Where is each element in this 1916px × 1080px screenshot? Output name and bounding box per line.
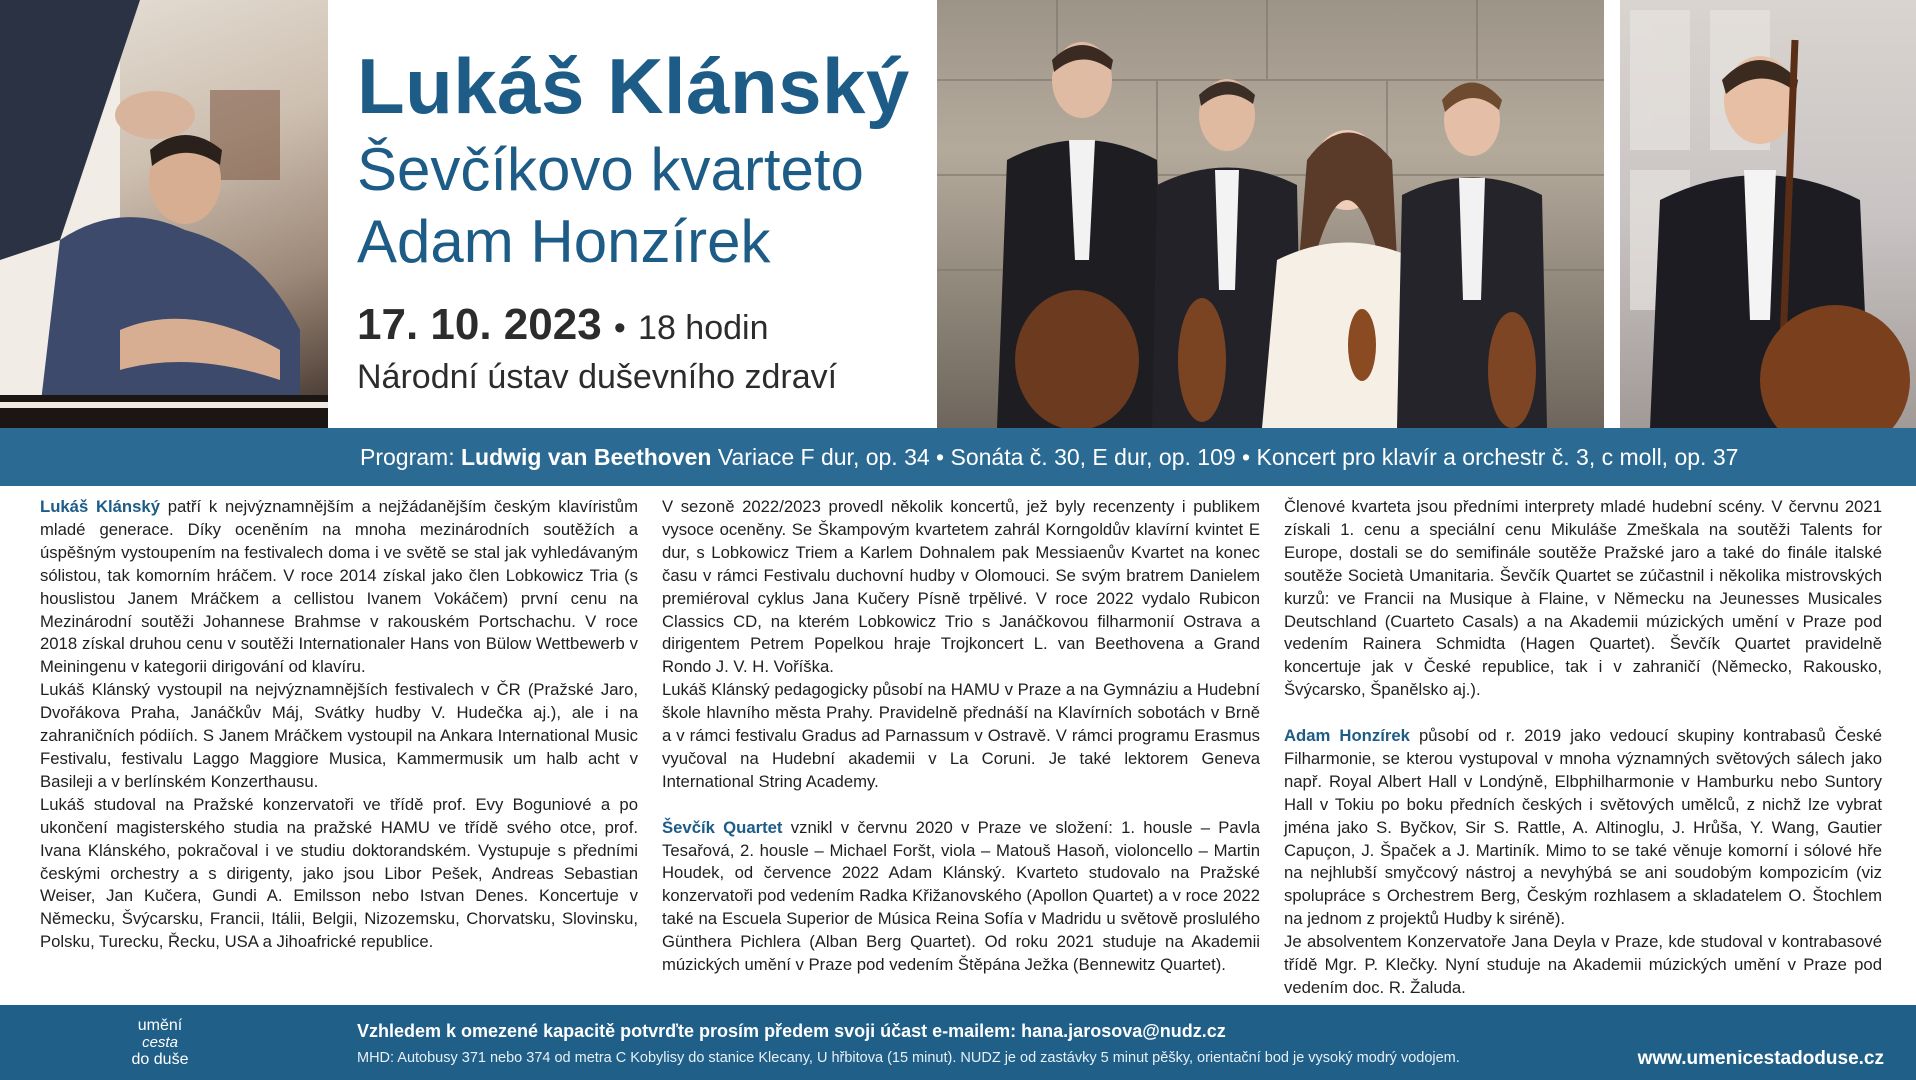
logo-text-mid: cesta bbox=[142, 1034, 178, 1051]
bio-column-2 bbox=[662, 496, 1260, 977]
footer-band bbox=[0, 1005, 1916, 1080]
rsvp-notice: Vzhledem k omezené kapacitě potvrďte prosím předem svoji účast e-mailem: hana.jarosova@nudz.cz bbox=[357, 1021, 1226, 1041]
bassist-illustration bbox=[1620, 0, 1916, 428]
event-time: 18 hodin bbox=[638, 309, 769, 347]
bio-name-adam: Adam Honzírek bbox=[1284, 726, 1410, 746]
bio-paragraph: Je absolventem Konzervatoře Jana Deyla v Praze, kde studoval v kontrabasové třídě Mgr. P. Klečky. Nyní studuje na Akademii múzických umění v Praze pod vedením doc. R. Žaluda. bbox=[1284, 932, 1882, 998]
guest-name: Adam Honzírek bbox=[357, 208, 771, 275]
performer-name: Lukáš Klánský bbox=[357, 42, 910, 130]
bio-paragraph: Lukáš studoval na Pražské konzervatoři ve třídě prof. Evy Boguniové a po ukončení magisterského studia na pražské HAMU ve třídě svého otce, prof. Ivana Klánského, pokračoval i ve studiu doktorandském. Vystupuje s předními českými orchestry a s dirigenty, jako jsou Libor Pešek, Andreas Sebastian Weiser, Jan Kučera, Gundi A. Emilsson nebo Istvan Denes. Koncertuje v Německu, Švýcarsku, Francii, Itálii, Belgii, Nizozemsku, Chorvatsku, Slovinsku, Polsku, Turecku, Řecku, USA a Jihoafrické republice. bbox=[40, 794, 638, 952]
bio-paragraph: V sezoně 2022/2023 provedl několik koncertů, jež byly recenzenty i publikem vysoce oceněny. Se Škampovým kvartetem zahrál Korngoldův klavírní kvintet E dur, s Lobkowicz Triem a Karlem Dohnalem pak Messiaenův Kvartet na konec času v rámci Festivalu duchovní hudby v Olomouci. Se svým bratrem Danielem premiéroval cyklus Jana Kučery Písně trpělivé. V roce 2022 vydalo Rubicon Classics CD, na kterém Lobkowicz Trio s Janáčkovou filharmonií Ostrava a dirigentem Petrem Popelkou hraje Trojkoncert L. van Beethovena a Grand Rondo J. V. H. Voříška. bbox=[662, 497, 1260, 677]
headline bbox=[357, 38, 910, 278]
program-works: Variace F dur, op. 34 • Sonáta č. 30, E dur, op. 109 • Koncert pro klavír a orchestr č. 3, c moll, op. 37 bbox=[717, 444, 1739, 470]
bio-name-lukas: Lukáš Klánský bbox=[40, 497, 160, 516]
pianist-photo bbox=[0, 0, 328, 428]
program-label: Program: bbox=[360, 444, 455, 470]
bio-paragraph bbox=[40, 496, 638, 679]
logo-text-top: umění bbox=[137, 1017, 183, 1034]
program-band bbox=[0, 428, 1916, 486]
quartet-photo bbox=[937, 0, 1604, 428]
bio-text: patří k nejvýznamnějším a nejžádanějším českým klavíristům mladé generace. Díky oceněním na mnoha mezinárodních soutěžích a úspěšným vystoupením na festivalech doma i ve světě se stal jak vyhledávaným sólistou, tak komorním hráčem. V roce 2014 získal jako člen Lobkowicz Tria (s houslistou Janem Mráčkem a cellistou Ivanem Vokáčem) první cenu na Mezinárodní soutěži Johannese Brahmse v rakouském Portschachu. V roce 2018 získal druhou cenu v soutěži Internationaler Hans von Bülow Wettbewerb v Meiningenu v kategorii dirigování od klavíru. bbox=[40, 497, 638, 677]
bio-paragraph bbox=[662, 817, 1260, 977]
bio-column-3 bbox=[1284, 496, 1882, 1000]
logo-text-bottom: do duše bbox=[131, 1051, 189, 1068]
bio-paragraph: Lukáš Klánský vystoupil na nejvýznamnějších festivalech v ČR (Pražské Jaro, Dvořákova Praha, Janáčkův Máj, Svátky hudby V. Hudečka aj.), ale i na zahraničních pódiích. S Janem Mráčkem vystoupil na Ankara International Music Festivalu, festivalu Laggo Maggiore Musica, Kammermusik um halb acht v Basileji a v berlínském Konzerthausu. bbox=[40, 680, 638, 791]
bio-column-1 bbox=[40, 496, 638, 954]
ensemble-name: Ševčíkovo kvarteto bbox=[357, 136, 864, 203]
quartet-illustration bbox=[937, 0, 1604, 428]
transit-info: MHD: Autobusy 371 nebo 374 od metra C Kobylisy do stanice Klecany, U hřbitova (15 minut). NUDZ je od zastávky 5 minut pěšky, orientační bod je vysoký modrý vodojem. bbox=[357, 1050, 1460, 1066]
bassist-photo bbox=[1620, 0, 1916, 428]
bio-paragraph: Členové kvarteta jsou předními interprety mladé hudební scény. V červnu 2021 získali 1. cenu a speciální cenu Mikuláše Zmeškala na soutěži Talents for Europe, dostali se do semifinále soutěže Pražské jaro a také do finále italské soutěže Società Umanitaria. Ševčík Quartet se zúčastnil i několika mistrovských kurzů: ve Francii na Musique à Flaine, v Německu na Jeunesses Musicales Deutschland (Cuarteto Casals) a na Akademii múzických umění v Praze pod vedením Rainera Schmidta (Hagen Quartet). Ševčík Quartet pravidelně koncertuje jak v České republice, tak i v zahraničí (Německo, Rakousko, Švýcarsko, Španělsko aj.). bbox=[1284, 497, 1882, 700]
bio-paragraph: Lukáš Klánský pedagogicky působí na HAMU v Praze a na Gymnáziu a Hudební škole hlavního města Prahy. Pravidelně přednáší na Klavírních sobotách v Brně a v rámci festivalu Gradus ad Parnassum v Ostravě. V rámci programu Erasmus vyučoval na Hudební akademii v La Coruni. Je také lektorem Geneva International String Academy. bbox=[662, 680, 1260, 791]
date-separator: • bbox=[613, 309, 626, 347]
event-venue: Národní ústav duševního zdraví bbox=[357, 358, 838, 396]
bio-name-quartet: Ševčík Quartet bbox=[662, 817, 783, 837]
program-composer: Ludwig van Beethoven bbox=[460, 444, 712, 470]
pianist-illustration bbox=[0, 0, 328, 428]
bio-paragraph bbox=[1284, 725, 1882, 931]
festival-logo bbox=[125, 1017, 195, 1068]
event-date: 17. 10. 2023 bbox=[357, 300, 602, 349]
website-link[interactable]: www.umenicestadoduse.cz bbox=[1637, 1048, 1884, 1069]
date-time-row bbox=[357, 300, 769, 350]
bio-text: působí od r. 2019 jako vedoucí skupiny kontrabasů České Filharmonie, se kterou vystupoval v mnoha významných světových sálech jako např. Royal Albert Hall v Londýně, Elbphilharmonie v Hamburku nebo Suntory Hall v Tokiu po boku předních českých i světových umělců, z nichž lze vybrat jména jako S. Byčkov, Sir S. Rattle, A. Altinoglu, J. Hrůša, Y. Wang, Gautier Capuçon, J. Špaček a J. Martiník. Mimo to se také věnuje komorní i sólové hře na nejhlubší smyčcový nástroj a nevyhýbá se ani soudobým kompozicím (viz spolupráce s Orchestrem Berg, Českým rozhlasem a skladatelem O. Štochlem na jednom z projektů Hudby k siréně). bbox=[1284, 726, 1882, 929]
bio-text: vznikl v červnu 2020 v Praze ve složení: 1. housle – Pavla Tesařová, 2. housle – Michael Foršt, viola – Matouš Hasoň, violoncello – Martin Houdek, od července 2022 Adam Klánský. Kvarteto studovalo na Pražské konzervatoři pod vedením Radka Křižanovského (Apollon Quartet) a v roce 2022 také na Escuela Superior de Música Reina Sofía v Madridu u světově proslulého Günthera Pichlera (Alban Berg Quartet). Od roku 2021 studuje na Akademii múzických umění v Praze pod vedením Štěpána Ježka (Bennewitz Quartet). bbox=[662, 817, 1261, 975]
